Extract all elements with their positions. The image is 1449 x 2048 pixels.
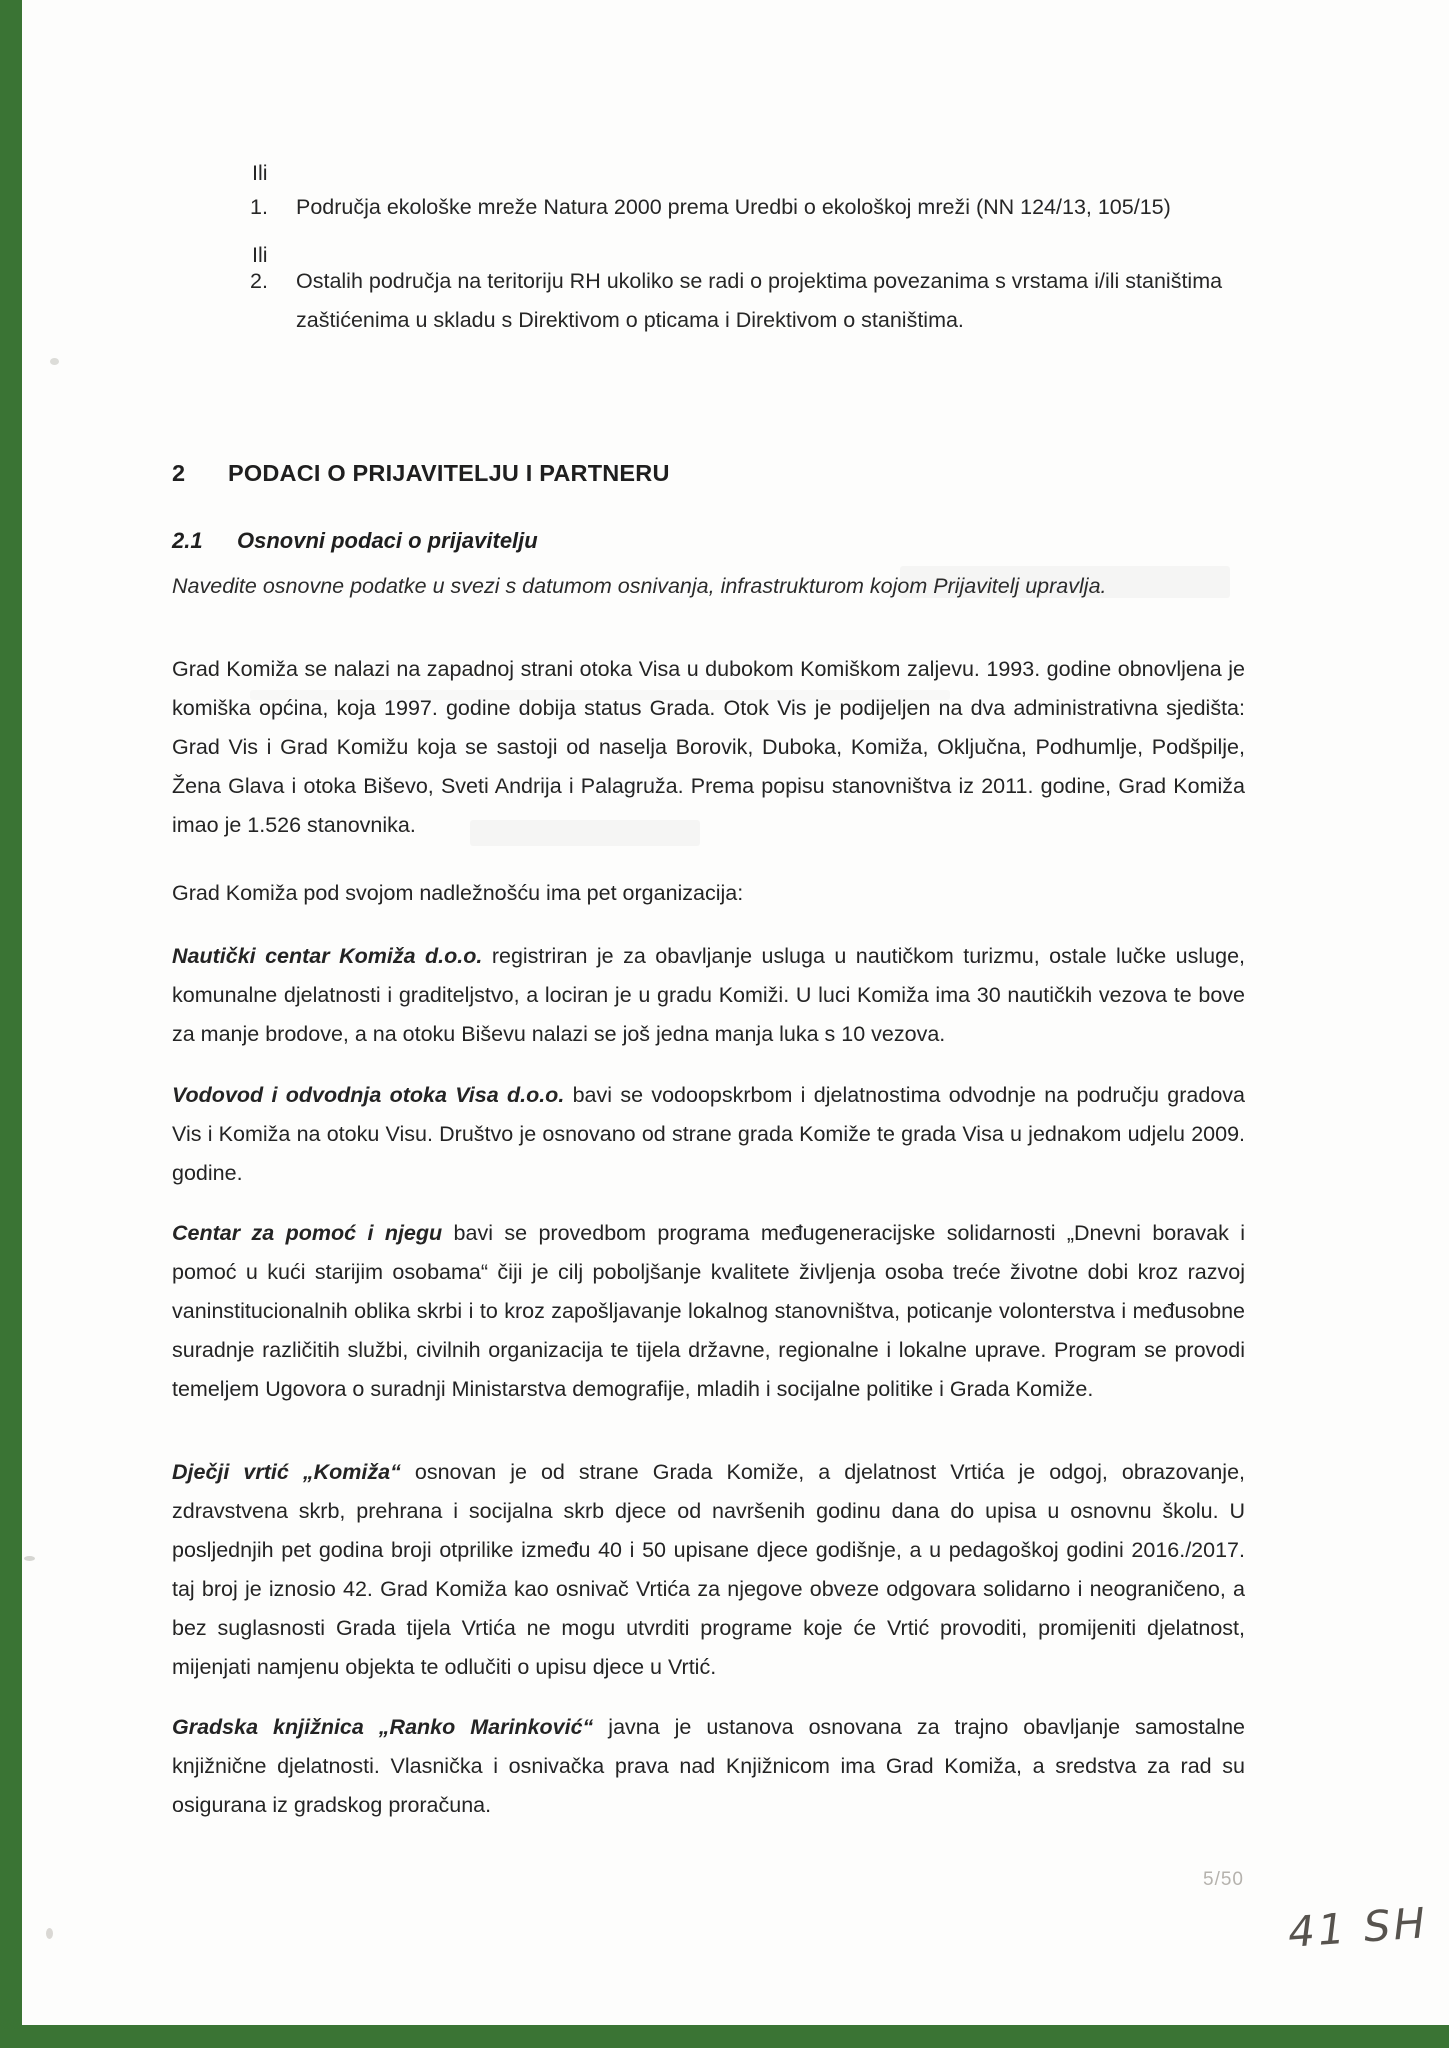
instruction-text: Navedite osnovne podatke u svezi s datumom osnivanja, infrastrukturom kojom Prijavitelj upravlja. [172, 574, 1107, 598]
list-item-number: 2. [250, 269, 268, 293]
paragraph-text: javna je ustanova osnovana za trajno obavljanje samostalne knjižnične djelatnosti. Vlasnička i osnivačka prava nad Knjižnicom ima Grad Komiža, a sredstva za rad su osigurana iz gradskog proračuna. [172, 1715, 1245, 1817]
paragraph-text: osnovan je od strane Grada Komiže, a djelatnost Vrtića je odgoj, obrazovanje, zdravstvena skrb, prehrana i socijalna skrb djece od navršenih godinu dana do upisa u osnovnu školu. U posljednjih pet godina broji otprilike između 40 i 50 upisane djece godišnje, a u pedagoškoj godini 2016./2017. taj broj je iznosio 42. Grad Komiža kao osnivač Vrtića za njegove obveze odgovara solidarno i neograničeno, a bez suglasnosti Grada tijela Vrtića ne mogu utvrditi programe koje će Vrtić provoditi, promijeniti djelatnost, mijenjati namjenu objekta te odlučiti o upisu djece u Vrtić. [172, 1460, 1245, 1679]
paragraph-text: registriran je za obavljanje usluga u nautičkom turizmu, ostale lučke usluge, komunalne djelatnosti i graditeljstvo, a lociran je u gradu Komiži. U luci Komiža ima 30 nautičkih vezova te bove za manje brodove, a na otoku Biševu nalazi se još jedna manja luka s 10 vezova. [172, 944, 1245, 1046]
org-name-lead: Gradska knjižnica „Ranko Marinković“ [172, 1715, 594, 1739]
paragraph-text: Grad Komiža se nalazi na zapadnoj strani otoka Visa u dubokom Komiškom zaljevu. 1993. godine obnovljena je komiška općina, koja 1997. godine dobija status Grada. Otok Vis je podijeljen na dva administrativna sjedišta: Grad Vis i Grad Komižu koja se sastoji od naselja Borovik, Duboka, Komiža, Oključna, Podhumlje, Podšpilje, Žena Glava i otoka Biševo, Sveti Andrija i Palagruža. Prema popisu stanovništva iz 2011. godine, Grad Komiža imao je 1.526 stanovnika. [172, 657, 1245, 837]
scan-artifact-dot [24, 1556, 35, 1561]
org-name-lead: Vodovod i odvodnja otoka Visa d.o.o. [172, 1083, 565, 1107]
list-item [250, 188, 1250, 227]
org-name-lead: Dječji vrtić „Komiža“ [172, 1460, 401, 1484]
subsection-heading [172, 528, 538, 554]
intro-paragraph [172, 650, 1245, 845]
section-heading [172, 460, 670, 487]
paragraph-text: bavi se provedbom programa međugeneracijske solidarnosti „Dnevni boravak i pomoć u kući starijim osobama“ čiji je cilj poboljšanje kvalitete življenja osoba treće životne dobi kroz razvoj vaninstitucionalnih oblika skrbi i to kroz zapošljavanje lokalnog stanovništva, poticanje volonterstva i međusobne suradnje različitih službi, civilnih organizacija te tijela državne, regionalne i lokalne uprave. Program se provodi temeljem Ugovora o suradnji Ministarstva demografije, mladih i socijalne politike i Grada Komiže. [172, 1221, 1245, 1401]
subsection-title: Osnovni podaci o prijavitelju [237, 528, 538, 553]
org-name-lead: Centar za pomoć i njegu [172, 1221, 443, 1245]
scan-artifact-dot [50, 358, 59, 365]
list-item-text: Ostalih područja na teritoriju RH ukoliko se radi o projektima povezanima s vrstama i/ili staništima zaštićenima u skladu s Direktivom o pticama i Direktivom o staništima. [296, 269, 1223, 332]
paragraph-text: bavi se vodoopskrbom i djelatnostima odvodnje na području gradova Vis i Komiža na otoku Visu. Društvo je osnovano od strane grada Komiže te grada Visa u jednakom udjelu 2009. godine. [172, 1083, 1245, 1185]
page-number: 5/50 [1203, 1869, 1244, 1890]
section-number: 2 [172, 460, 186, 486]
subsection-number: 2.1 [172, 528, 203, 553]
or-label: Ili [252, 161, 268, 185]
org-paragraph-gradska-knjiznica [172, 1708, 1245, 1825]
org-paragraph-centar-za-pomoc [172, 1214, 1245, 1409]
section-title: PODACI O PRIJAVITELJU I PARTNERU [228, 460, 670, 486]
org-name-lead: Nautički centar Komiža d.o.o. [172, 944, 483, 968]
list-item [250, 262, 1250, 340]
green-bottom-edge-bar [0, 2025, 1449, 2048]
org-paragraph-djecji-vrtic [172, 1453, 1245, 1687]
paragraph-text: Grad Komiža pod svojom nadležnošću ima pet organizacija: [172, 881, 744, 905]
organizations-intro-paragraph [172, 874, 1245, 913]
scan-artifact-dot [46, 1928, 53, 1939]
org-paragraph-nauticki-centar [172, 937, 1245, 1054]
handwritten-note: 41 SH [1286, 1898, 1430, 1957]
list-item-text: Područja ekološke mreže Natura 2000 prema Uredbi o ekološkoj mreži (NN 124/13, 105/15) [296, 195, 1171, 219]
or-label: Ili [252, 243, 268, 267]
green-left-edge-bar [0, 0, 22, 2048]
list-item-number: 1. [250, 195, 268, 219]
org-paragraph-vodovod [172, 1076, 1245, 1193]
